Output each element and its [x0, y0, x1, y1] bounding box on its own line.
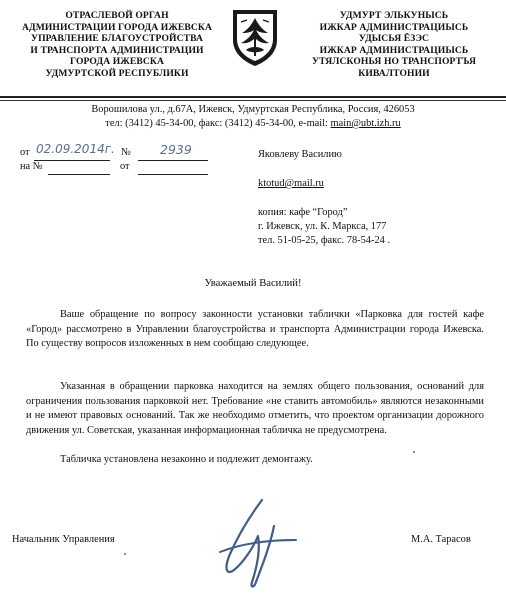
- ref-to-from-label: от: [120, 161, 130, 172]
- handwritten-signature-icon: [200, 496, 320, 592]
- copy-line-3: тел. 51-05-25, факс. 78-54-24 .: [258, 235, 391, 246]
- header-left-line: УДМУРТСКОЙ РЕСПУБЛИКИ: [45, 67, 189, 79]
- recipient-email[interactable]: ktotud@mail.ru: [258, 178, 324, 189]
- ref-number-handwritten: 2939: [160, 142, 192, 157]
- signoff-name: М.А. Тарасов: [411, 534, 471, 545]
- ref-date-line: [34, 160, 110, 161]
- header-left-line: ОТРАСЛЕВОЙ ОРГАН: [65, 10, 169, 21]
- header-left-block: [12, 10, 222, 80]
- ref-date-handwritten: 02.09.2014г.: [36, 142, 115, 156]
- contact-address: Ворошилова ул., д.67А, Ижевск, Удмуртская Республика, Россия, 426053: [91, 104, 415, 115]
- ref-to-line: [48, 174, 110, 175]
- header-left-line: АДМИНИСТРАЦИИ ГОРОДА ИЖЕВСКА: [21, 21, 213, 33]
- letter-greeting: Уважаемый Василий!: [204, 278, 302, 289]
- header-right-line: УДМУРТ ЭЛЬКУНЫСЬ: [339, 10, 449, 21]
- header-left-line: УПРАВЛЕНИЕ БЛАГОУСТРОЙСТВА: [30, 33, 204, 45]
- copy-line-1: копия: кафе “Город”: [258, 207, 348, 218]
- ref-to-date-line: [138, 174, 208, 175]
- header-divider-thin: [0, 100, 506, 101]
- contact-phones: [0, 118, 506, 129]
- ref-number-line: [138, 160, 208, 161]
- header-right-block: [288, 10, 500, 80]
- ref-from-label: от: [20, 147, 30, 158]
- header-left-line: ГОРОДА ИЖЕВСКА: [69, 56, 164, 68]
- city-coat-of-arms-icon: [229, 6, 281, 68]
- letter-paragraph-2: Указанная в обращении парковка находится на землях общего пользования, оснований для ограничения пользования парковкой нет. Требование «не ставить автомобиль» являются незаконными и не имеют правовых оснований. Так же необходимо отметить, что проектом организации дорожного движения ул. Советская, указанная информационная табличка не предусмотрена.: [26, 381, 484, 436]
- header-right-line: ИЖКАР АДМИНИСТРАЦИЫСЬ: [319, 44, 469, 56]
- header-right-line: КИВАЛТОНИИ: [358, 67, 430, 79]
- header-right-line: ИЖКАР АДМИНИСТРАЦИЫСЬ: [319, 21, 469, 33]
- letter-paragraph-1: Ваше обращение по вопросу законности установки таблички «Парковка для гостей кафе «Город» рассмотрено в Управлении благоустройства и транспорта Администрации города Ижевска. По существу вопросов изложенных в нем сообщаю следующее.: [26, 309, 484, 350]
- copy-line-2: г. Ижевск, ул. К. Маркса, 177: [258, 221, 387, 232]
- letter-paragraph-3: Табличка установлена незаконно и подлежит демонтажу.: [60, 454, 313, 465]
- header-right-line: УДЫСЬЯ ЁЗЭС: [358, 33, 430, 45]
- contact-phones-text: тел: (3412) 45-34-00, факс: (3412) 45-34-00, e-mail:: [105, 118, 331, 129]
- scan-speck: [124, 553, 126, 555]
- header-divider: [0, 96, 506, 98]
- contact-email-link[interactable]: main@ubt.izh.ru: [330, 118, 401, 129]
- ref-number-label: №: [121, 147, 131, 158]
- recipient-name: Яковлеву Василию: [258, 149, 342, 160]
- header-left-line: И ТРАНСПОРТА АДМИНИСТРАЦИИ: [30, 44, 204, 56]
- signoff-position: Начальник Управления: [12, 534, 115, 545]
- header-right-line: УТЯЛСКОНЬЯ НО ТРАНСПОРТЪЯ: [311, 56, 477, 68]
- ref-to-label: на №: [20, 161, 43, 172]
- scan-speck: [413, 451, 415, 453]
